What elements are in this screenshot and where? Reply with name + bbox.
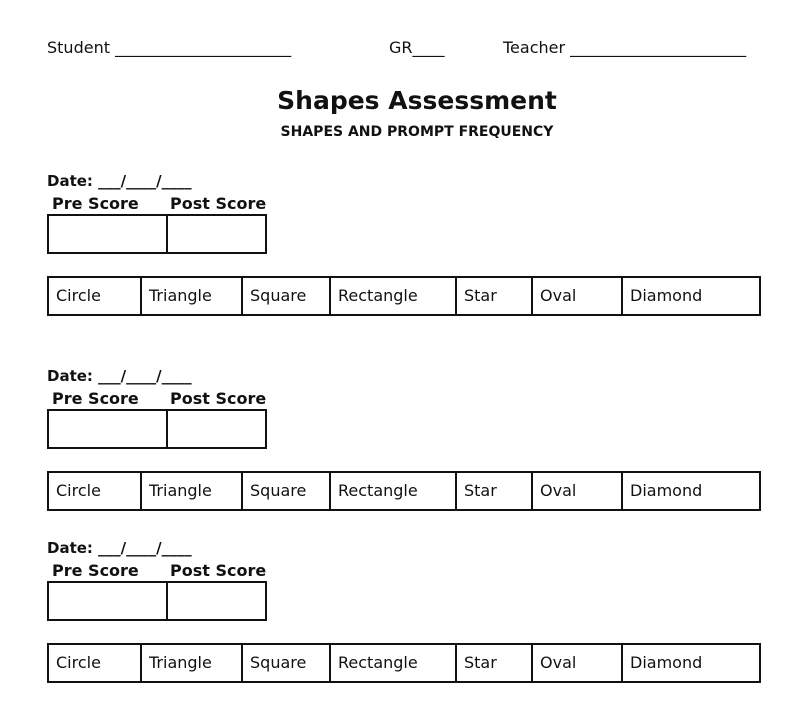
post-score-cell[interactable]: [168, 583, 265, 619]
shape-cell-square[interactable]: Square: [243, 473, 331, 509]
pre-score-label: Pre Score: [52, 561, 139, 580]
shape-cell-oval[interactable]: Oval: [533, 278, 623, 314]
score-labels: [52, 561, 267, 580]
score-box: [47, 409, 267, 449]
shape-cell-diamond[interactable]: Diamond: [630, 481, 703, 500]
date-field[interactable]: Date: ___/____/____: [47, 539, 192, 557]
shape-row: [47, 471, 761, 511]
shape-cell-oval[interactable]: Oval: [533, 473, 623, 509]
shape-row: [47, 643, 761, 683]
shape-cell-triangle[interactable]: Triangle: [142, 278, 243, 314]
post-score-cell[interactable]: [168, 411, 265, 447]
teacher-field[interactable]: Teacher ______________________: [503, 38, 747, 57]
pre-score-cell[interactable]: [49, 216, 168, 252]
shape-cell-square[interactable]: Square: [243, 645, 331, 681]
shape-cell-rectangle[interactable]: Rectangle: [331, 473, 457, 509]
shape-cell-oval[interactable]: Oval: [533, 645, 623, 681]
shape-cell-diamond[interactable]: Diamond: [630, 286, 703, 305]
post-score-cell[interactable]: [168, 216, 265, 252]
shape-cell-circle[interactable]: Circle: [49, 473, 142, 509]
grade-field[interactable]: GR____: [389, 38, 445, 57]
pre-score-cell[interactable]: [49, 583, 168, 619]
shape-cell-rectangle[interactable]: Rectangle: [331, 645, 457, 681]
assessment-section-2: [47, 367, 761, 517]
page-title: Shapes Assessment: [277, 86, 557, 115]
score-labels: [52, 389, 267, 408]
assessment-section-3: [47, 539, 761, 689]
shape-cell-triangle[interactable]: Triangle: [142, 473, 243, 509]
post-score-label: Post Score: [170, 194, 267, 213]
shape-cell-star[interactable]: Star: [457, 645, 533, 681]
post-score-label: Post Score: [170, 389, 267, 408]
score-box: [47, 214, 267, 254]
assessment-section-1: [47, 172, 761, 322]
score-labels: [52, 194, 267, 213]
pre-score-label: Pre Score: [52, 194, 139, 213]
shape-cell-diamond[interactable]: Diamond: [630, 653, 703, 672]
post-score-label: Post Score: [170, 561, 267, 580]
date-field[interactable]: Date: ___/____/____: [47, 172, 192, 190]
pre-score-cell[interactable]: [49, 411, 168, 447]
date-field[interactable]: Date: ___/____/____: [47, 367, 192, 385]
shape-cell-square[interactable]: Square: [243, 278, 331, 314]
shape-cell-star[interactable]: Star: [457, 473, 533, 509]
header-line: [47, 38, 767, 62]
score-box: [47, 581, 267, 621]
shape-cell-triangle[interactable]: Triangle: [142, 645, 243, 681]
shape-cell-circle[interactable]: Circle: [49, 645, 142, 681]
page-subtitle: SHAPES AND PROMPT FREQUENCY: [280, 124, 554, 140]
shape-row: [47, 276, 761, 316]
student-field[interactable]: Student ______________________: [47, 38, 292, 57]
shape-cell-circle[interactable]: Circle: [49, 278, 142, 314]
shape-cell-star[interactable]: Star: [457, 278, 533, 314]
shape-cell-rectangle[interactable]: Rectangle: [331, 278, 457, 314]
pre-score-label: Pre Score: [52, 389, 139, 408]
